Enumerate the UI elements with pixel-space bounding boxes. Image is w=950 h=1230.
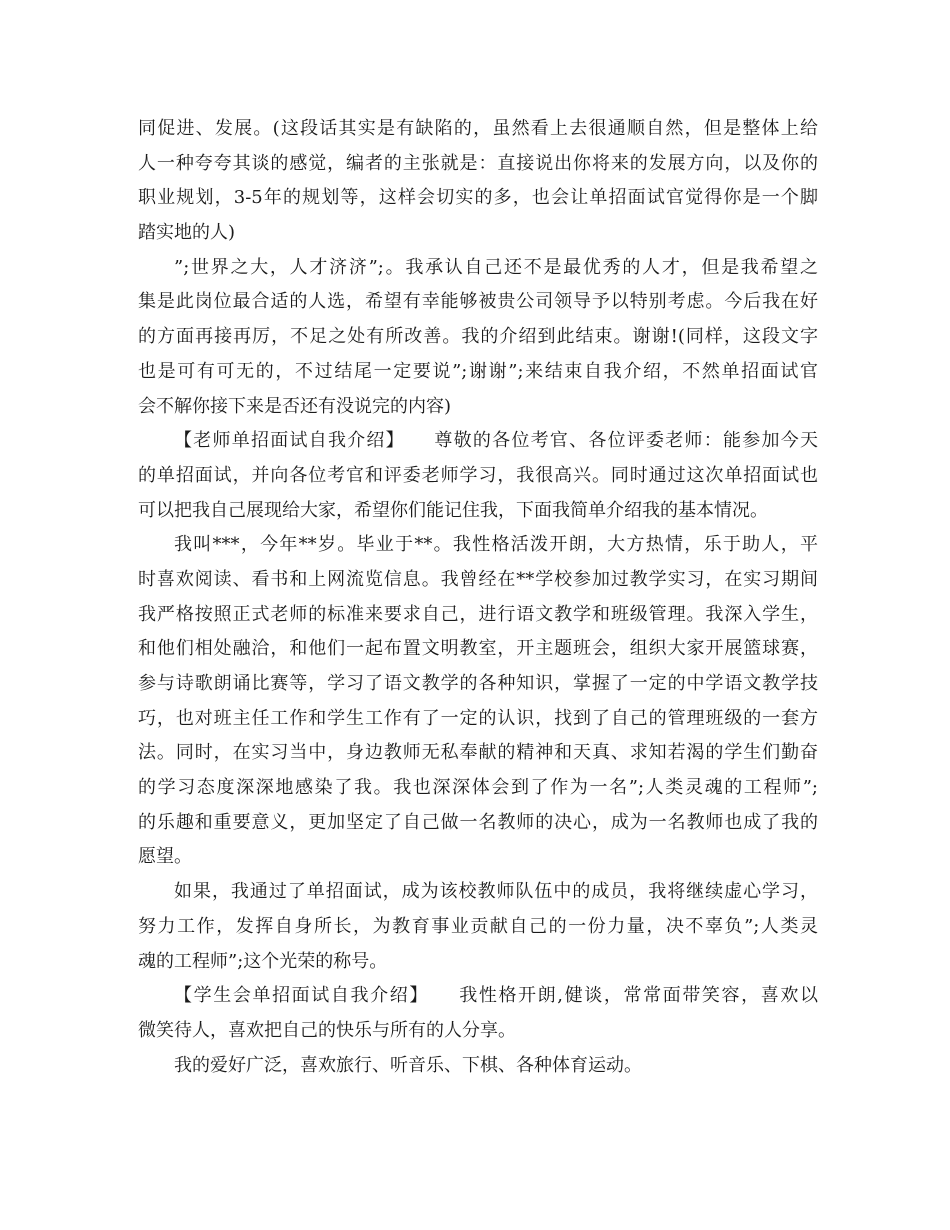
text-line: 魂的工程师”;这个光荣的称号。: [138, 950, 388, 972]
text-line: 如果，我通过了单招面试，成为该校教师队伍中的成员，我将继续虚心学习，: [174, 881, 818, 903]
text-line: 的学习态度深深地感染了我。我也深深体会到了作为一名”;人类灵魂的工程师”;: [138, 777, 818, 799]
text-line: 踏实地的人): [138, 222, 236, 244]
text-line: 我的爱好广泛，喜欢旅行、听音乐、下棋、各种体育运动。: [174, 1054, 642, 1076]
text-line: 会不解你接下来是否还有没说完的内容): [138, 395, 452, 417]
text-line: 的单招面试，并向各位考官和评委老师学习，我很高兴。同时通过这次单招面试也: [138, 464, 818, 486]
text-line: 微笑待人，喜欢把自己的快乐与所有的人分享。: [138, 1019, 516, 1041]
text-line: 也是可有可无的，不过结尾一定要说”;谢谢”;来结束自我介绍，不然单招面试官: [138, 360, 818, 382]
text-line: 法。同时，在实习当中，身边教师无私奉献的精神和天真、求知若渴的学生们勤奋: [138, 742, 818, 764]
text-line: 和他们相处融洽，和他们一起布置文明教室，开主题班会，组织大家开展篮球赛，: [138, 638, 818, 660]
text-line: 我严格按照正式老师的标准来要求自己，进行语文教学和班级管理。我深入学生，: [138, 603, 818, 625]
document-page: [138, 112, 818, 1083]
text-line: 的方面再接再厉，不足之处有所改善。我的介绍到此结束。谢谢!(同样，这段文字: [138, 326, 818, 348]
text-line: 可以把我自己展现给大家，希望你们能记住我，下面我简单介绍我的基本情况。: [138, 499, 768, 521]
text-line: 同促进、发展。(这段话其实是有缺陷的，虽然看上去很通顺自然，但是整体上给: [138, 118, 818, 139]
text-line: 【老师单招面试自我介绍】 尊敬的各位考官、各位评委老师：能参加今天: [174, 430, 818, 452]
text-line: 努力工作，发挥自身所长，为教育事业贡献自己的一份力量，决不辜负”;人类灵: [138, 915, 818, 937]
text-line: 职业规划，3-5年的规划等，这样会切实的多，也会让单招面试官觉得你是一个脚: [138, 187, 818, 209]
text-line: 参与诗歌朗诵比赛等，学习了语文教学的各种知识，掌握了一定的中学语文教学技: [138, 673, 818, 694]
text-line: 时喜欢阅读、看书和上网流览信息。我曾经在**学校参加过教学实习，在实习期间: [138, 568, 818, 590]
text-line: 【学生会单招面试自我介绍】 我性格开朗,健谈，常常面带笑容，喜欢以: [174, 985, 818, 1007]
text-line: 愿望。: [138, 846, 192, 868]
text-line: 巧，也对班主任工作和学生工作有了一定的认识，找到了自己的管理班级的一套方: [138, 707, 818, 729]
text-line: 我叫***，今年**岁。毕业于**。我性格活泼开朗，大方热情，乐于助人，平: [174, 534, 818, 556]
text-line: 人一种夸夸其谈的感觉，编者的主张就是：直接说出你将来的发展方向，以及你的: [138, 152, 818, 174]
text-line: 集是此岗位最合适的人选，希望有幸能够被贵公司领导予以特别考虑。今后我在好: [138, 291, 818, 313]
text-line: 的乐趣和重要意义，更加坚定了自己做一名教师的决心，成为一名教师也成了我的: [138, 811, 818, 833]
text-line: ”;世界之大，人才济济”;。我承认自己还不是最优秀的人才，但是我希望之: [174, 256, 818, 278]
